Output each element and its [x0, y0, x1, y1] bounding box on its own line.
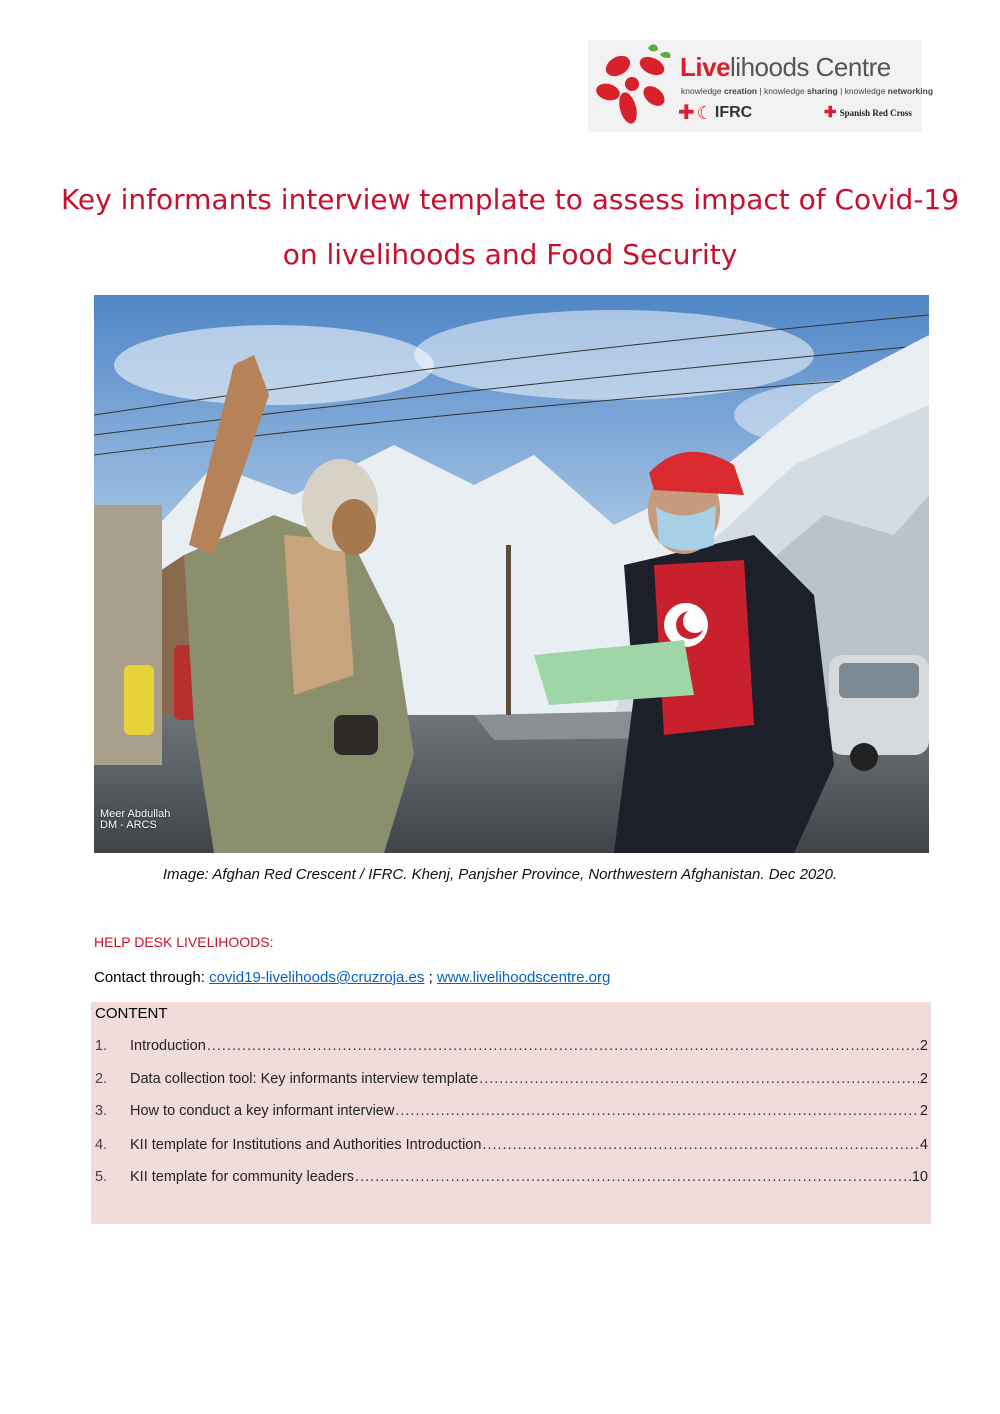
toc-item[interactable] — [95, 1169, 928, 1189]
toc-item-number: 2. — [95, 1071, 108, 1087]
red-crescent-icon: ☾ — [696, 103, 713, 123]
toc-dot-leader — [395, 1103, 919, 1119]
toc-item-title: KII template for community leaders — [130, 1169, 355, 1185]
contact-line — [94, 969, 610, 986]
contact-prefix: Contact through: — [94, 969, 210, 986]
toc-item-page: 10 — [911, 1169, 928, 1185]
red-cross-icon: ✚ — [678, 102, 695, 124]
toc-item[interactable] — [95, 1137, 928, 1157]
toc-dot-leader — [482, 1137, 919, 1153]
website-link[interactable]: www.livelihoodscentre.org — [436, 969, 611, 986]
toc-item[interactable] — [95, 1103, 928, 1123]
ifrc-label: IFRC — [714, 104, 753, 121]
brand-name — [680, 52, 891, 83]
photo-credit-org: DM - ARCS — [100, 819, 157, 831]
red-cross-icon: ✚ — [824, 104, 837, 121]
brand-rest: lihoods Centre — [730, 52, 891, 82]
ifrc-logo — [678, 104, 752, 122]
helpdesk-heading: HELP DESK LIVELIHOODS: — [94, 934, 274, 950]
toc-item[interactable] — [95, 1071, 928, 1091]
toc-item-title: How to conduct a key informant interview — [130, 1103, 395, 1119]
brand-live: Live — [680, 52, 731, 82]
photo-credit — [100, 809, 170, 831]
toc-item-page: 2 — [919, 1038, 928, 1054]
toc-item-title: KII template for Institutions and Authorities Introduction — [130, 1137, 482, 1153]
toc-heading: CONTENT — [95, 1005, 168, 1022]
toc-item-number: 4. — [95, 1137, 108, 1153]
table-of-contents — [91, 1002, 931, 1224]
toc-item-number: 5. — [95, 1169, 108, 1185]
toc-item-page: 2 — [919, 1071, 928, 1087]
photo-caption: Image: Afghan Red Crescent / IFRC. Khenj, Panjsher Province, Northwestern Afghanistan. Dec 2020. — [162, 866, 838, 883]
spanish-red-cross-logo — [824, 104, 912, 121]
tagline-part: | knowledge — [837, 86, 888, 96]
tagline-part: networking — [887, 86, 934, 96]
toc-dot-leader — [479, 1071, 919, 1087]
toc-item-number: 1. — [95, 1038, 108, 1054]
flower-logo-icon — [588, 40, 680, 132]
tagline-part: sharing — [807, 86, 838, 96]
toc-dot-leader — [207, 1038, 919, 1054]
brand-tagline — [681, 86, 933, 96]
toc-item[interactable] — [95, 1038, 928, 1058]
toc-item-page: 2 — [919, 1103, 928, 1119]
photo-credit-name: Meer Abdullah — [100, 808, 171, 820]
email-link[interactable]: covid19-livelihoods@cruzroja.es — [209, 969, 425, 986]
toc-item-title: Data collection tool: Key informants interview template — [130, 1071, 479, 1087]
tagline-part: knowledge — [681, 86, 725, 96]
tagline-part: creation — [724, 86, 758, 96]
document-title: Key informants interview template to assess impact of Covid-19 on livelihoods and Food Security — [60, 182, 960, 271]
livelihoods-centre-logo — [588, 40, 934, 132]
toc-item-page: 4 — [919, 1137, 928, 1153]
spanish-red-cross-label: Spanish Red Cross — [839, 108, 912, 118]
photo-illustration — [94, 295, 929, 853]
tagline-part: | knowledge — [757, 86, 808, 96]
toc-item-number: 3. — [95, 1103, 108, 1119]
toc-dot-leader — [355, 1169, 911, 1185]
toc-item-title: Introduction — [130, 1038, 206, 1054]
contact-separator: ; — [424, 969, 437, 986]
cover-photo — [94, 295, 929, 853]
